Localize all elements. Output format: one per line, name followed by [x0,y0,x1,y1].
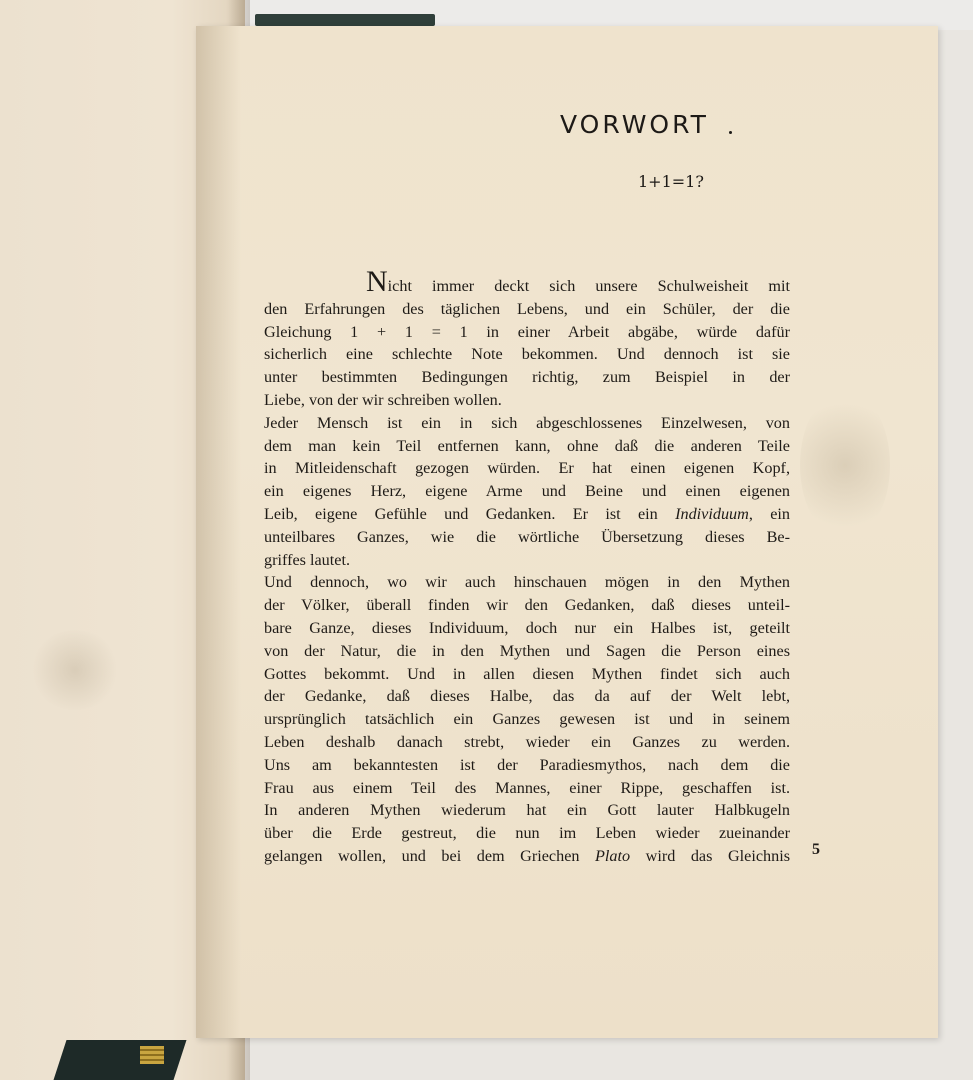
text-segment: griffes lautet. [264,550,351,569]
text-line [264,366,790,389]
body-text [264,265,790,868]
text-segment: Gottes bekommt. Und in allen diesen Mythen findet sich auch [264,664,790,683]
text-line [264,777,790,800]
text-line [264,640,790,663]
text-segment: unter bestimmten Bedingungen richtig, zum Beispiel in der [264,368,790,387]
text-line [264,617,790,640]
text-line [264,549,790,572]
text-segment: ein eigenes Herz, eigene Arme und Beine und einen eigenen [264,482,790,501]
text-segment: icht immer deckt sich unsere Schulweisheit mit [387,277,790,295]
text-line [264,685,790,708]
text-segment: in Mitleidenschaft gezogen würden. Er hat einen eigenen Kopf, [264,459,790,478]
text-segment: , ein [748,504,790,523]
text-line [264,731,790,754]
text-segment: Und dennoch, wo wir auch hinschauen mögen in den Mythen [264,573,790,592]
title-dot [729,131,732,134]
text-segment: Frau aus einem Teil des Mannes, einer Rippe, geschaffen ist. [264,778,790,797]
text-segment: unteilbares Ganzes, wie die wörtliche Übersetzung dieses Be- [264,527,790,546]
text-segment: Leben deshalb danach strebt, wieder ein Ganzes zu werden. [264,732,790,751]
text-line [264,343,790,366]
text-segment: bare Ganze, dieses Individuum, doch nur ein Halbes ist, geteilt [264,618,790,637]
text-segment: In anderen Mythen wiederum hat ein Gott lauter Halbkugeln [264,801,790,820]
page-fold-shadow [196,26,241,1038]
italic-term: Plato [595,846,631,865]
page-number: 5 [812,841,820,858]
text-segment: der Gedanke, daß dieses Halbe, das da auf der Welt lebt, [264,687,790,706]
text-segment: sicherlich eine schlechte Note bekommen. Und dennoch ist sie [264,345,790,364]
text-line [264,457,790,480]
book-cover-corner [54,1040,187,1080]
page-subtitle: 1+1=1? [638,172,704,191]
text-segment: wird das Gleichnis [630,846,790,865]
paper-stain [800,390,890,540]
text-line [264,321,790,344]
page-title: VORWORT [560,110,709,139]
text-line [264,298,790,321]
text-segment: von der Natur, die in den Mythen und Sagen die Person eines [264,641,790,660]
text-segment: Jeder Mensch ist ein in sich abgeschlossenes Einzelwesen, von [264,413,790,432]
text-line [264,845,790,868]
drop-cap: N [366,265,388,298]
text-line [264,503,790,526]
text-line [264,708,790,731]
text-line [264,594,790,617]
book-cover-edge [255,14,435,26]
text-segment: Gleichung 1 + 1 = 1 in einer Arbeit abgäbe, würde dafür [264,322,790,341]
text-segment: der Völker, überall finden wir den Gedanken, daß dieses unteil- [264,596,790,615]
text-segment: dem man kein Teil entfernen kann, ohne daß die anderen Teile [264,436,790,455]
text-segment: gelangen wollen, und bei dem Griechen [264,846,596,865]
text-line [264,754,790,777]
text-line [264,822,790,845]
paper-stain [30,630,120,710]
text-line [264,265,790,298]
text-segment: über die Erde gestreut, die nun im Leben wieder zueinander [264,824,790,843]
gilt-spine-detail [140,1046,164,1064]
text-line [264,571,790,594]
text-line [264,663,790,686]
text-segment: den Erfahrungen des täglichen Lebens, und ein Schüler, der die [264,299,790,318]
text-line [264,526,790,549]
text-segment: ursprünglich tatsächlich ein Ganzes gewesen ist und in seinem [264,710,790,729]
text-line [264,389,790,412]
text-line [264,435,790,458]
text-segment: Uns am bekanntesten ist der Paradiesmythos, nach dem die [264,755,790,774]
text-segment: Liebe, von der wir schreiben wollen. [264,390,502,409]
text-line [264,412,790,435]
text-line [264,799,790,822]
text-line [264,480,790,503]
italic-term: Individuum [675,504,749,523]
text-segment: Leib, eigene Gefühle und Gedanken. Er ist ein [264,504,676,523]
